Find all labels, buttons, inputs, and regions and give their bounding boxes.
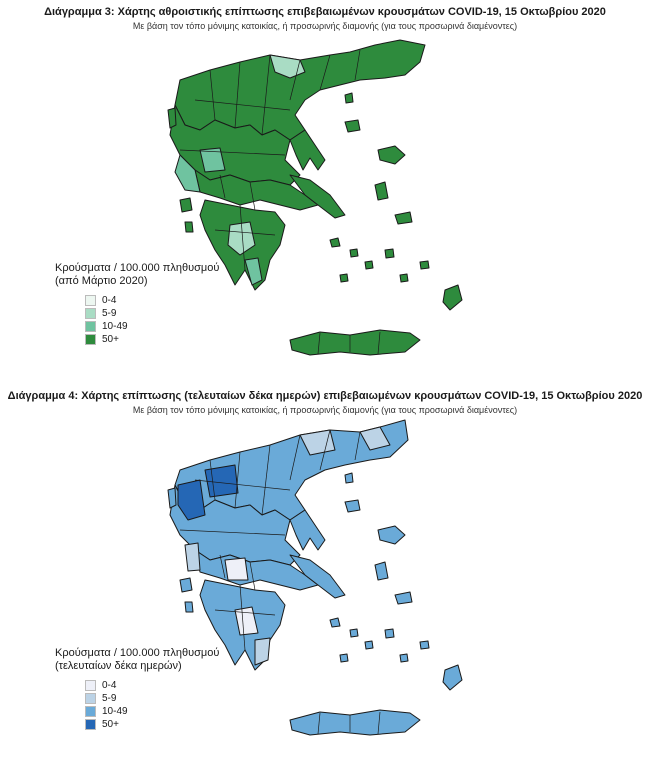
island-corfu [168, 488, 176, 508]
island-samos [395, 592, 412, 604]
island-chios [375, 182, 388, 200]
legend-label: 0-4 [102, 679, 117, 691]
region-crete [290, 330, 420, 355]
island-cyclades-d [385, 249, 394, 258]
legend-swatch [85, 295, 96, 306]
legend-swatch [85, 693, 96, 704]
legend-title: Κρούσματα / 100.000 πληθυσμού [55, 647, 220, 659]
island-zakynthos [185, 222, 193, 232]
region-pale-central [225, 558, 248, 580]
island-cyclades-c [365, 261, 373, 269]
legend-swatch [85, 321, 96, 332]
island-cyclades-e [340, 274, 348, 282]
legend-label: 50+ [102, 333, 119, 345]
island-lesvos [378, 146, 405, 164]
map-subtitle: Με βάση τον τόπο μόνιμης κατοικίας, ή προσωρινής διαμονής (για τους προσωρινά διαμένοντες) [132, 405, 518, 415]
island-kefalonia [180, 198, 192, 212]
legend-label: 10-49 [102, 320, 128, 332]
island-corfu [168, 108, 176, 128]
legend-label: 10-49 [102, 705, 128, 717]
island-rhodes [443, 285, 462, 310]
legend-item [85, 320, 219, 332]
legend-item [85, 294, 219, 306]
legend-swatch [85, 680, 96, 691]
island-lesvos [378, 526, 405, 544]
island-cyclades-b [350, 249, 358, 257]
island-cyclades-c [365, 641, 373, 649]
island-chios [375, 562, 388, 580]
legend-subtitle: (από Μάρτιο 2020) [55, 275, 148, 287]
legend-item [85, 679, 219, 691]
region-chalkidiki [290, 510, 325, 550]
region-light-pelop-e [255, 638, 270, 665]
legend-item [85, 705, 219, 717]
island-cyclades-e [340, 654, 348, 662]
island-cyclades-d [385, 629, 394, 638]
legend-label: 5-9 [102, 307, 117, 319]
island-rhodes [443, 665, 462, 690]
legend [55, 262, 219, 346]
map-title: Διάγραμμα 3: Χάρτης αθροιστικής επίπτωσης επιβεβαιωμένων κρουσμάτων COVID-19, 15 Οκτωβρίου 2020 [44, 6, 606, 18]
legend-item [85, 307, 219, 319]
legend-title: Κρούσματα / 100.000 πληθυσμού [55, 262, 220, 274]
legend-swatch [85, 308, 96, 319]
island-lemnos [345, 500, 360, 512]
legend-subtitle: (τελευταίων δέκα ημερών) [55, 660, 182, 672]
island-cyclades-b [350, 629, 358, 637]
island-samos [395, 212, 412, 224]
legend-swatch [85, 706, 96, 717]
legend-items [55, 679, 219, 730]
legend-label: 50+ [102, 718, 119, 730]
island-thasos [345, 473, 353, 483]
region-light-west [185, 543, 200, 571]
island-zakynthos [185, 602, 193, 612]
region-crete [290, 710, 420, 735]
map-panel-ten-day [0, 385, 650, 777]
island-cyclades-f [400, 274, 408, 282]
island-thasos [345, 93, 353, 103]
map-subtitle: Με βάση τον τόπο μόνιμης κατοικίας, ή προσωρινής διαμονής (για τους προσωρινά διαμένοντες) [132, 21, 518, 31]
legend [55, 647, 219, 731]
island-cyclades-a [330, 238, 340, 247]
island-cyclades-g [420, 641, 429, 649]
island-cyclades-a [330, 618, 340, 627]
island-cyclades-f [400, 654, 408, 662]
legend-item [85, 718, 219, 730]
region-dark-kozani [205, 465, 238, 497]
map-panel-cumulative [0, 0, 650, 380]
region-chalkidiki [290, 130, 325, 170]
legend-items [55, 294, 219, 345]
legend-item [85, 333, 219, 345]
legend-item [85, 692, 219, 704]
legend-swatch [85, 334, 96, 345]
island-cyclades-g [420, 261, 429, 269]
island-kefalonia [180, 578, 192, 592]
legend-label: 5-9 [102, 692, 117, 704]
legend-label: 0-4 [102, 294, 117, 306]
map-title: Διάγραμμα 4: Χάρτης επίπτωσης (τελευταίων δέκα ημερών) επιβεβαιωμένων κρουσμάτων COVID-19, 15 Οκτωβρίου 2020 [7, 390, 643, 402]
island-lemnos [345, 120, 360, 132]
legend-swatch [85, 719, 96, 730]
